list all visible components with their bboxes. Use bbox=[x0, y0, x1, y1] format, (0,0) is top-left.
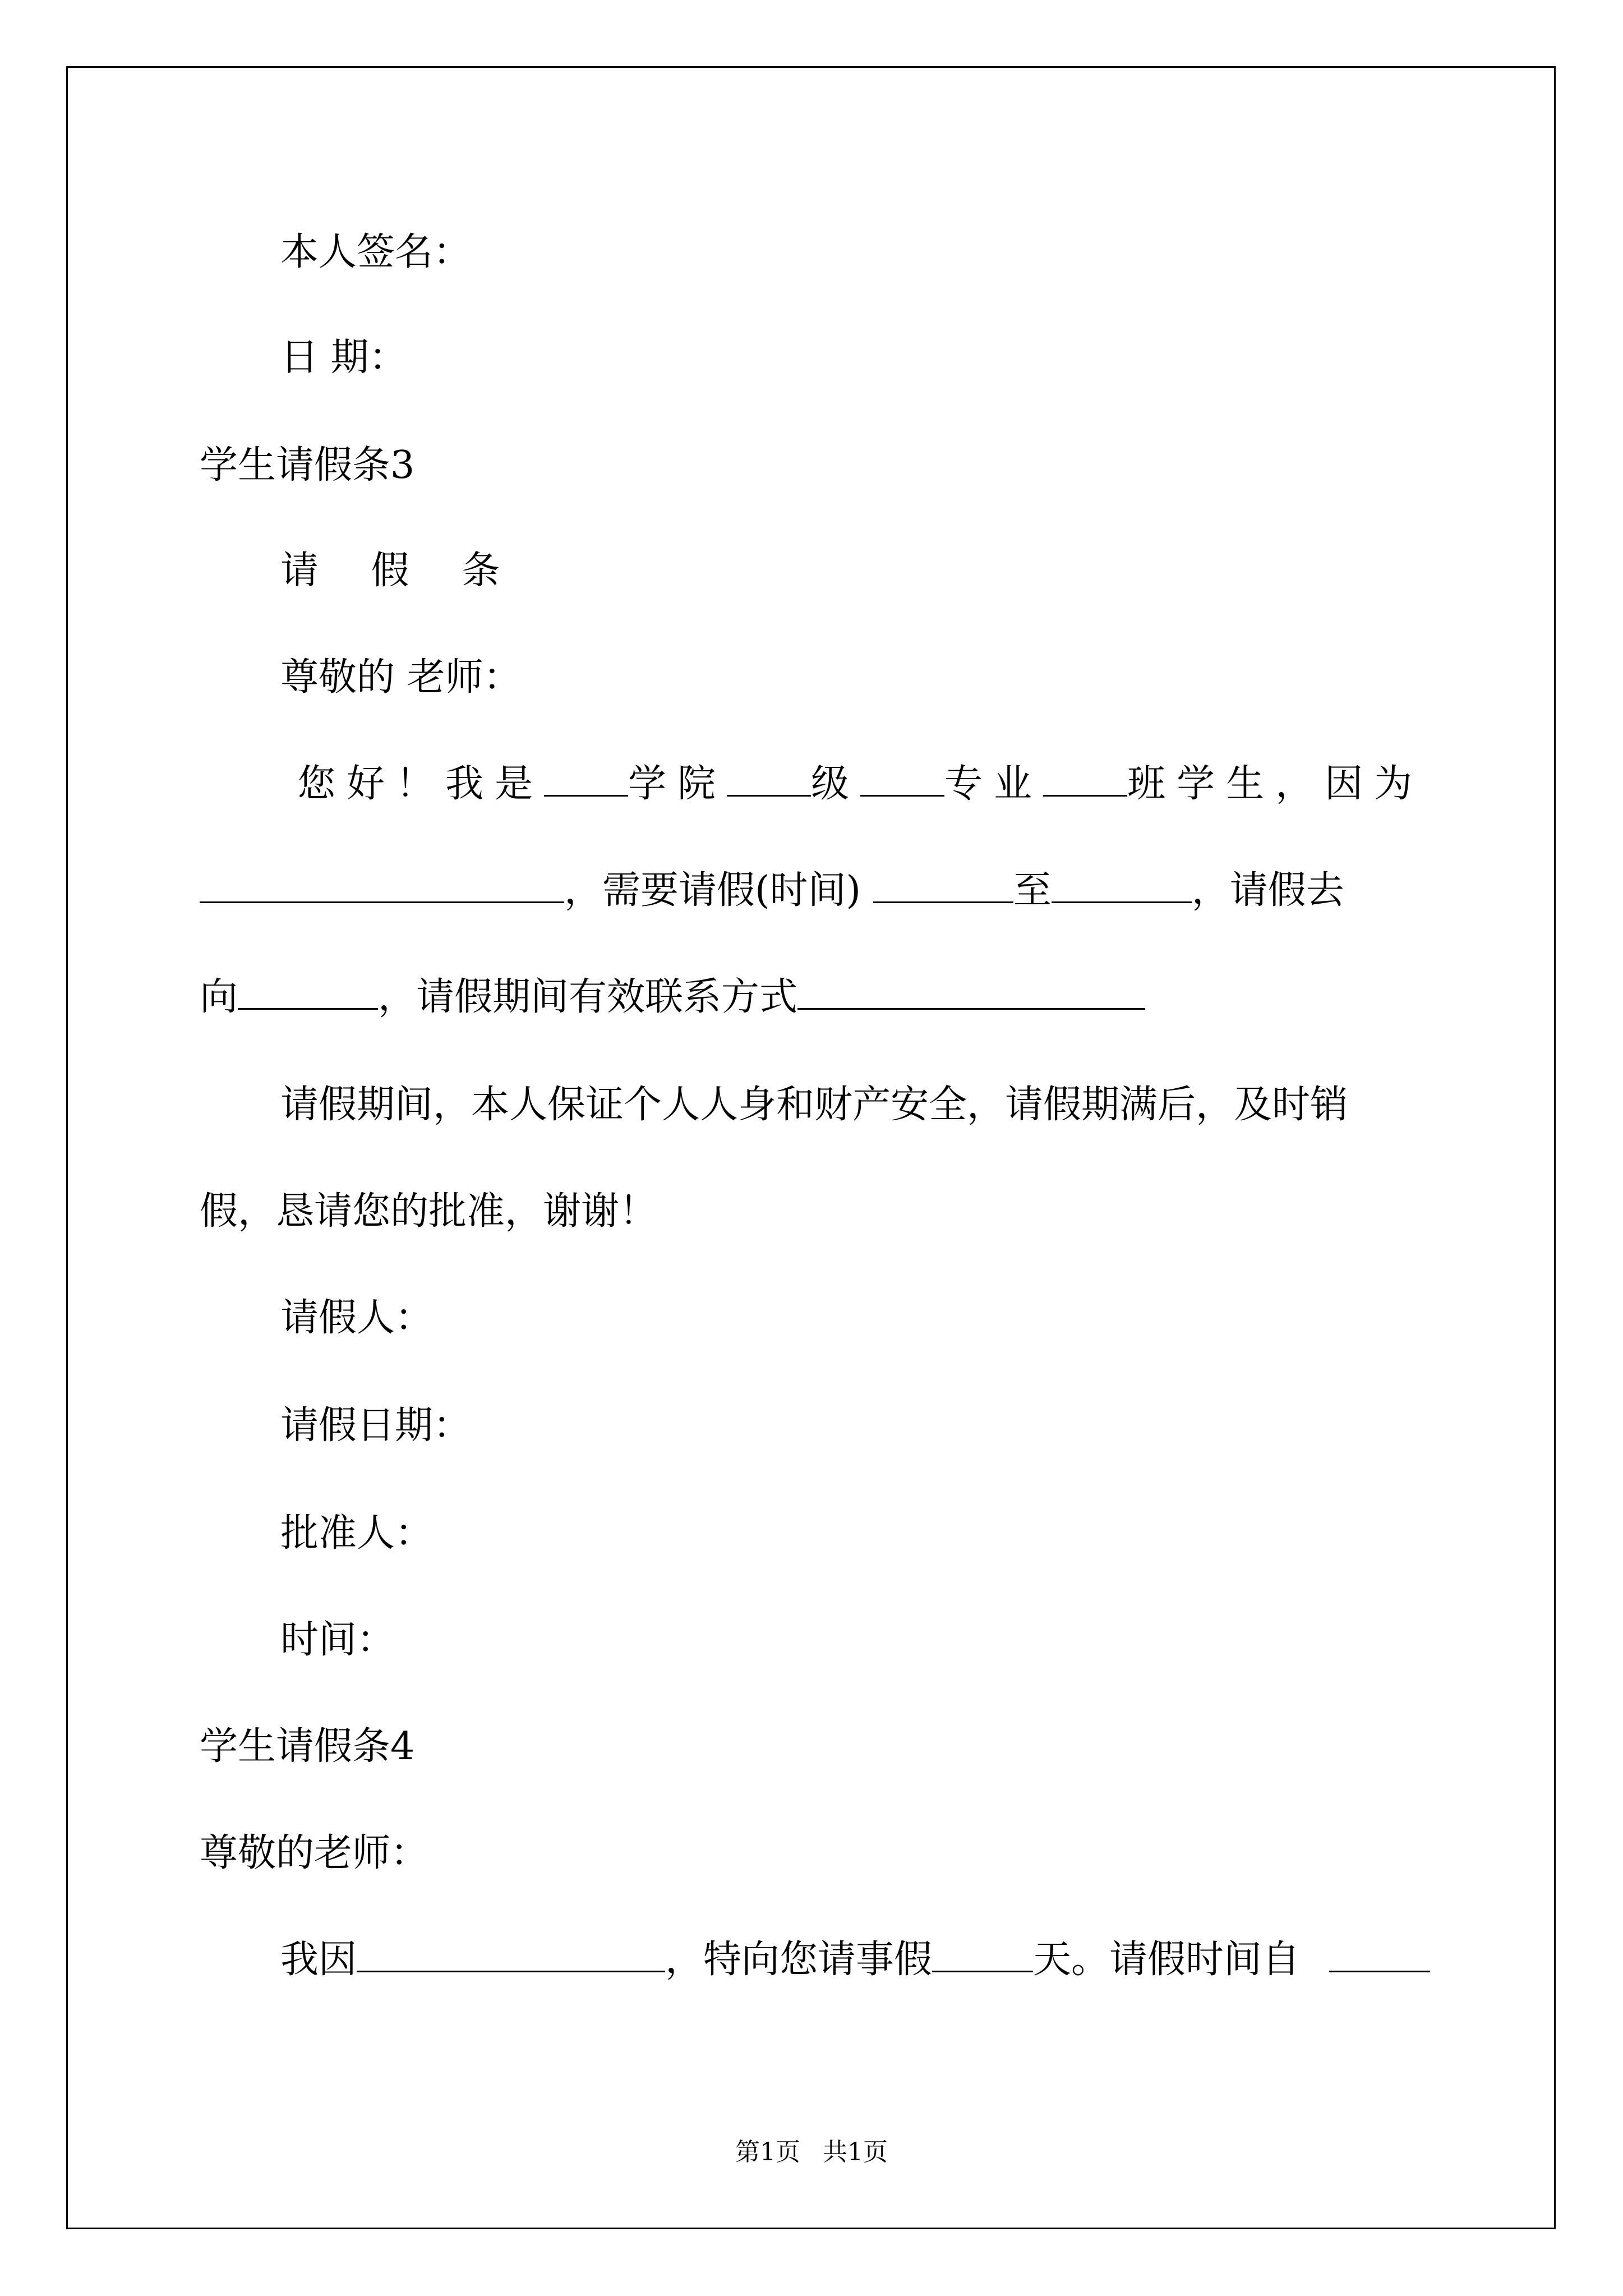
body-line-5: 假，恳请您的批准，谢谢！ bbox=[200, 1189, 658, 1234]
body-line-6 bbox=[280, 1933, 1422, 1987]
fill-blank bbox=[797, 974, 1145, 1010]
fill-blank bbox=[873, 868, 1013, 903]
approver-line: 批准人： bbox=[280, 1511, 434, 1556]
text-segment: ，请假期间有效联系方式 bbox=[378, 975, 798, 1019]
date-line: 日 期： bbox=[280, 335, 407, 380]
text-segment: 我因 bbox=[280, 1938, 357, 1982]
text-segment: ，请假去 bbox=[1191, 868, 1344, 913]
page-number: 第1页 bbox=[735, 2138, 800, 2166]
time-line: 时间： bbox=[280, 1618, 395, 1662]
page-total: 共1页 bbox=[823, 2138, 888, 2166]
text-segment: ，需要请假(时间) bbox=[564, 868, 861, 913]
text-segment: 班学生，因为 bbox=[1127, 762, 1424, 806]
text-segment: 天。请假时间自 bbox=[1033, 1938, 1301, 1982]
fill-blank bbox=[1052, 868, 1192, 903]
fill-blank bbox=[238, 974, 378, 1010]
text-segment: 您好！我是 bbox=[297, 762, 545, 806]
page-border bbox=[66, 66, 1556, 2229]
fill-blank bbox=[932, 1937, 1033, 1972]
section-heading-4: 学生请假条4 bbox=[200, 1724, 415, 1769]
text-segment: 至 bbox=[1013, 868, 1052, 913]
text-segment: 向 bbox=[200, 975, 238, 1019]
fill-blank bbox=[1043, 761, 1127, 797]
fill-blank bbox=[200, 868, 564, 903]
text-segment: ，特向您请事假 bbox=[665, 1938, 933, 1982]
text-segment: 学院 bbox=[628, 762, 727, 806]
section-heading-3: 学生请假条3 bbox=[200, 443, 415, 487]
text-segment: 专业 bbox=[944, 762, 1044, 806]
body-line-3 bbox=[200, 970, 1422, 1024]
applicant-line: 请假人： bbox=[280, 1296, 434, 1340]
fill-blank bbox=[544, 761, 628, 797]
body-line-1 bbox=[297, 757, 1439, 811]
fill-blank bbox=[727, 761, 811, 797]
text-segment: 级 bbox=[811, 762, 861, 806]
fill-blank bbox=[357, 1937, 665, 1972]
note-title: 请 假 条 bbox=[280, 549, 520, 593]
salutation-2: 尊敬的老师： bbox=[200, 1831, 429, 1875]
fill-blank bbox=[860, 761, 944, 797]
body-line-4: 请假期间，本人保证个人人身和财产安全，请假期满后，及时销 bbox=[280, 1083, 1349, 1127]
signature-line: 本人签名： bbox=[280, 230, 472, 274]
page-footer bbox=[0, 2132, 1623, 2168]
salutation: 尊敬的 老师： bbox=[280, 655, 522, 700]
leave-date-line: 请假日期： bbox=[280, 1404, 472, 1448]
fill-blank bbox=[1329, 1937, 1430, 1972]
body-line-2 bbox=[200, 864, 1422, 918]
